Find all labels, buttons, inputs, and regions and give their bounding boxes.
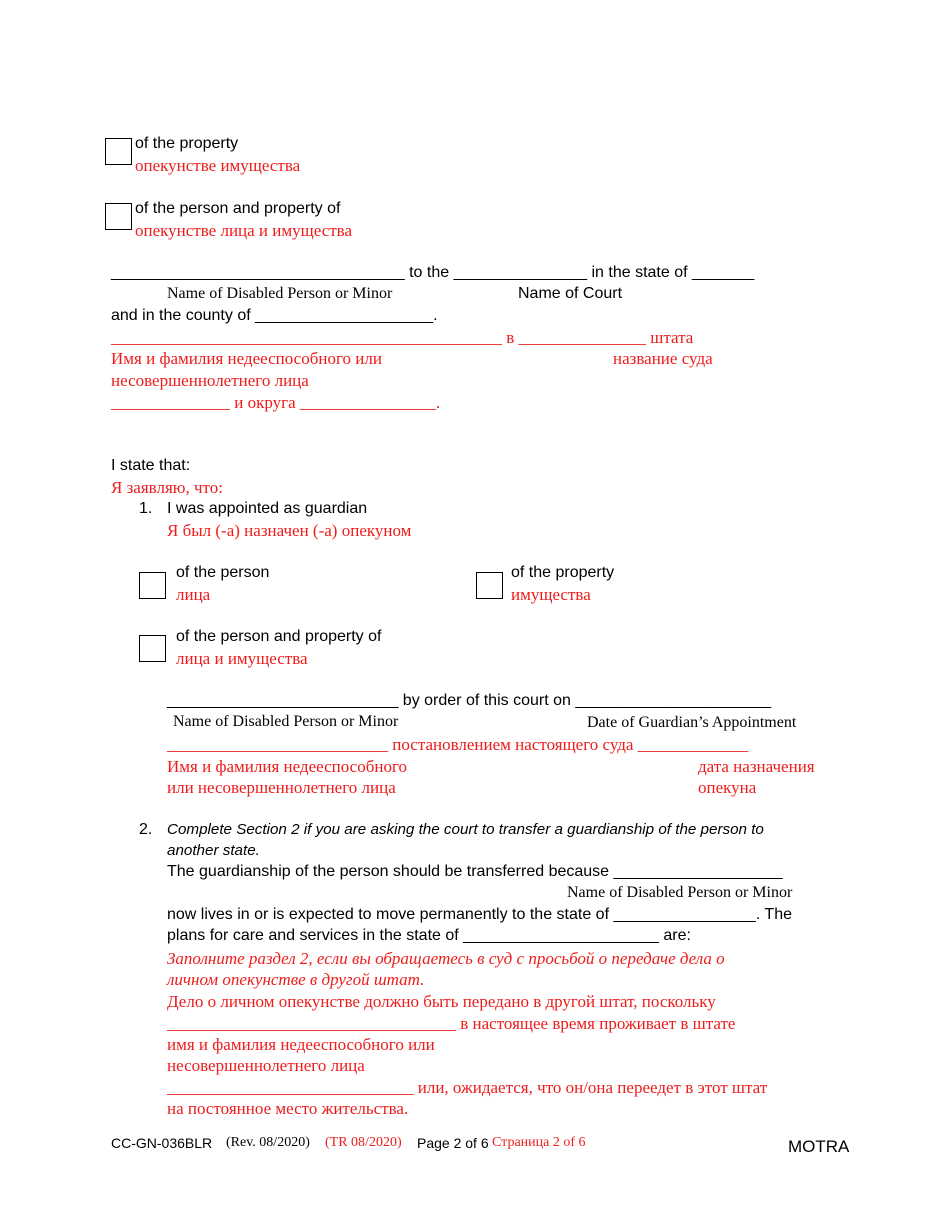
item2-instruction-1: Complete Section 2 if you are asking the court to transfer a guardianship of the person to [167,821,764,838]
item2-ru-instruction-1: Заполните раздел 2, если вы обращаетесь в суд с просьбой о передаче дела о [167,949,725,968]
checkbox-of-the-person-and-property[interactable] [105,203,132,230]
checkbox-item1-property[interactable] [476,572,503,599]
county-line-en[interactable]: and in the county of ____________________. [111,307,438,324]
option-person-property-en: of the person and property of [135,200,341,217]
option-property-en: of the property [135,135,239,152]
footer-form-code: CC-GN-036BLR [111,1135,213,1151]
item2-instruction-2: another state. [167,842,260,859]
item1-text-en: I was appointed as guardian [167,500,368,517]
footer-page-en: Page 2 of 6 [417,1135,489,1151]
statement-en: I state that: [111,457,191,474]
item2-ru-line-3[interactable]: _____________________________ или, ожидается, что он/она переедет в этот штат [167,1078,768,1097]
option-person-property-ru: опекунстве лица и имущества [135,221,353,240]
item1-property-en: of the property [511,564,615,581]
item1-order-line-en[interactable]: __________________________ by order of this court on ______________________ [167,692,772,709]
ru-label-name-1: Имя и фамилия недееспособного или [111,349,382,368]
item1-label-date: Date of Guardian’s Appointment [587,714,797,731]
item1-ru-label-name-2: или несовершеннолетнего лица [167,778,396,797]
item1-label-name: Name of Disabled Person or Minor [173,713,399,730]
ru-label-name-2: несовершеннолетнего лица [111,371,309,390]
ru-label-court: название суда [613,349,713,368]
item1-ru-label-name-1: Имя и фамилия недееспособного [167,757,408,776]
transfer-line-ru[interactable]: ______________________________________________ в _______________ штата [111,328,694,347]
item1-ru-label-date-1: дата назначения [698,757,815,776]
option-property-ru: опекунстве имущества [135,156,301,175]
footer-page-ru: Страница 2 of 6 [492,1135,586,1150]
item1-text-ru: Я был (-а) назначен (-а) опекуном [167,521,412,540]
item1-person-property-ru: лица и имущества [176,649,308,668]
item1-order-line-ru[interactable]: __________________________ постановлением настоящего суда _____________ [167,735,749,754]
checkbox-of-the-property[interactable] [105,138,132,165]
item2-ru-label-name-1: имя и фамилия недееспособного или [167,1035,435,1054]
item2-ru-line-2[interactable]: __________________________________ в настоящее время проживает в штате [167,1014,736,1033]
checkbox-item1-person[interactable] [139,572,166,599]
item2-ru-line-1: Дело о личном опекунстве должно быть передано в другой штат, поскольку [167,992,716,1011]
label-name-of-court: Name of Court [518,285,623,302]
item1-property-ru: имущества [511,585,591,604]
checkbox-item1-person-property[interactable] [139,635,166,662]
item1-person-ru: лица [176,585,211,604]
item2-ru-label-name-2: несовершеннолетнего лица [167,1056,365,1075]
item2-ru-instruction-2: личном опекунстве в другой штат. [167,970,425,989]
item1-number: 1. [139,500,153,517]
footer-brand-motra: MOTRA [788,1137,850,1156]
footer-tr: (TR 08/2020) [325,1135,402,1150]
transfer-line-en[interactable]: _________________________________ to the _______________ in the state of _______ [111,264,755,281]
item2-ru-line-4: на постоянное место жительства. [167,1099,409,1118]
item1-ru-label-date-2: опекуна [698,778,757,797]
item2-number: 2. [139,821,153,838]
item2-line-3[interactable]: plans for care and services in the state of ______________________ are: [167,927,691,944]
county-line-ru[interactable]: ______________ и округа ________________. [111,393,441,412]
item1-person-en: of the person [176,564,270,581]
item2-label-name: Name of Disabled Person or Minor [567,884,793,901]
item2-line-2[interactable]: now lives in or is expected to move permanently to the state of ________________. The [167,906,792,923]
footer-rev: (Rev. 08/2020) [226,1135,310,1150]
statement-ru: Я заявляю, что: [111,478,223,497]
item2-line-1[interactable]: The guardianship of the person should be transferred because ___________________ [167,863,783,880]
label-name-disabled-person: Name of Disabled Person or Minor [167,285,393,302]
item1-person-property-en: of the person and property of [176,628,382,645]
